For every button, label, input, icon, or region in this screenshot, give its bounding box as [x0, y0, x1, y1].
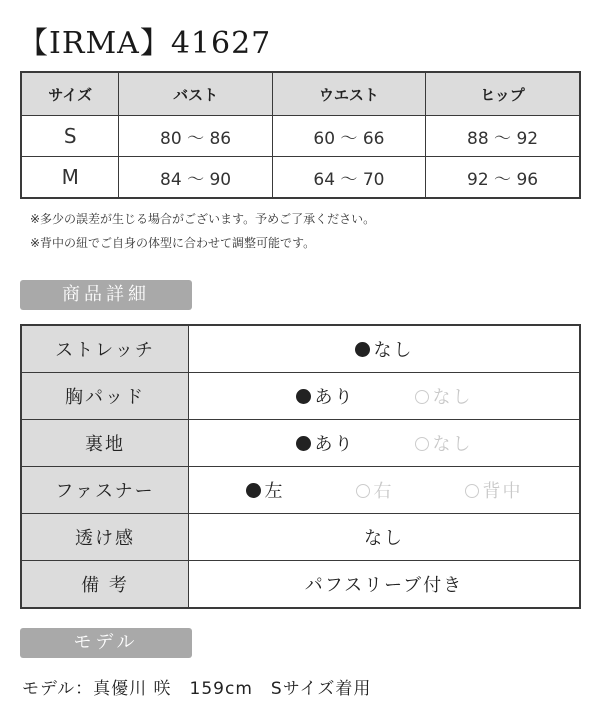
option-unselected: なし	[415, 383, 473, 409]
option-selected: なし	[355, 340, 414, 361]
note-tolerance: ※多少の誤差が生じる場合がございます。予めご了承ください。	[30, 212, 376, 226]
detail-row-lining	[21, 420, 580, 467]
header-hip: ヒップ	[426, 72, 580, 116]
size-table	[20, 71, 581, 199]
filled-circle-icon	[296, 389, 311, 404]
size-cell: M	[21, 157, 119, 199]
waist-cell: 64 ～ 70	[272, 157, 425, 199]
empty-circle-icon	[465, 484, 479, 498]
detail-label: 胸パッド	[21, 373, 189, 420]
section-label-model: モデル	[20, 628, 192, 658]
detail-label: 透け感	[21, 514, 189, 561]
size-table-header-row	[21, 72, 580, 116]
header-waist: ウエスト	[272, 72, 425, 116]
option-selected: あり	[296, 383, 355, 409]
detail-label: 裏地	[21, 420, 189, 467]
hip-cell: 88 ～ 92	[426, 116, 580, 157]
option-selected: あり	[296, 430, 355, 456]
detail-row-sheer	[21, 514, 580, 561]
size-cell: S	[21, 116, 119, 157]
filled-circle-icon	[246, 483, 261, 498]
detail-value: パフスリーブ付き	[189, 561, 581, 609]
details-table	[20, 324, 581, 609]
detail-label: ファスナー	[21, 467, 189, 514]
option-unselected: なし	[415, 430, 473, 456]
empty-circle-icon	[415, 390, 429, 404]
bust-cell: 80 ～ 86	[119, 116, 272, 157]
header-bust: バスト	[119, 72, 272, 116]
empty-circle-icon	[415, 437, 429, 451]
page-title: 【IRMA】41627	[18, 26, 272, 61]
filled-circle-icon	[355, 342, 370, 357]
detail-row-remarks	[21, 561, 580, 609]
size-row-m	[21, 157, 580, 199]
header-size: サイズ	[21, 72, 119, 116]
detail-row-fastener	[21, 467, 580, 514]
model-info: モデル：真優川 咲 159cm Sサイズ着用	[22, 679, 372, 699]
empty-circle-icon	[356, 484, 370, 498]
detail-row-pad	[21, 373, 580, 420]
option-selected: 左	[246, 477, 285, 503]
option-unselected: 右	[356, 477, 394, 503]
filled-circle-icon	[296, 436, 311, 451]
waist-cell: 60 ～ 66	[272, 116, 425, 157]
hip-cell: 92 ～ 96	[426, 157, 580, 199]
section-label-details: 商品詳細	[20, 280, 192, 310]
detail-row-stretch	[21, 325, 580, 373]
detail-label: 備 考	[21, 561, 189, 609]
size-row-s	[21, 116, 580, 157]
detail-label: ストレッチ	[21, 325, 189, 373]
bust-cell: 84 ～ 90	[119, 157, 272, 199]
option-unselected: 背中	[465, 477, 523, 503]
detail-value: なし	[189, 514, 581, 561]
note-adjustable: ※背中の紐でご自身の体型に合わせて調整可能です。	[30, 236, 316, 250]
notes	[30, 207, 375, 255]
